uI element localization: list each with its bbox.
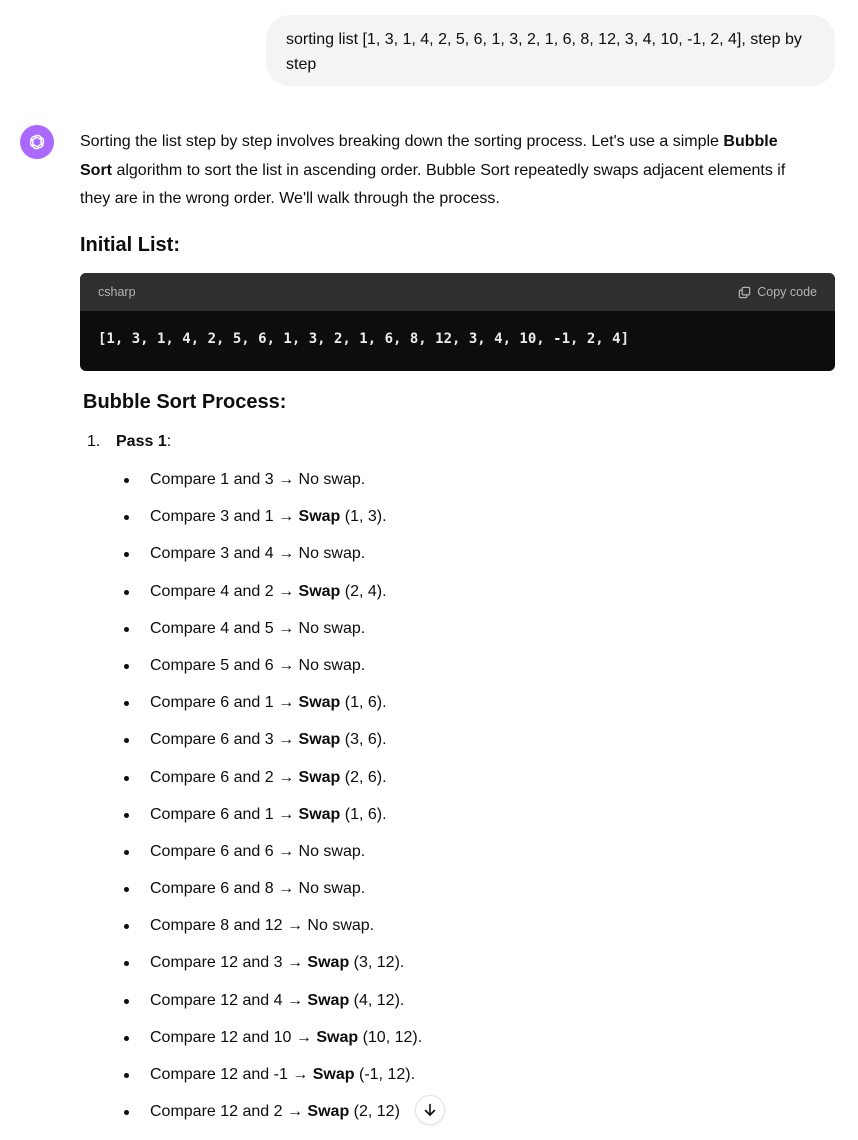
code-block-header — [80, 273, 835, 311]
step-swap-label: Swap — [316, 1028, 359, 1046]
bullet-icon — [124, 813, 129, 818]
step-list-item — [80, 647, 422, 684]
pass-label: Pass 1 — [116, 433, 167, 450]
step-result-text: (1, 6). — [340, 694, 387, 712]
step-result-text: No swap. — [298, 619, 366, 637]
step-swap-label: Swap — [298, 768, 341, 786]
pass-steps-list — [80, 461, 422, 1130]
user-message-bubble — [266, 15, 835, 86]
scroll-to-bottom-button[interactable] — [415, 1095, 445, 1125]
copy-code-label: Copy code — [757, 285, 817, 299]
step-result-text: (2, 4). — [340, 582, 387, 600]
step-compare-text: Compare 12 and -1 → — [150, 1066, 313, 1083]
bubble-sort-process-heading: Bubble Sort Process: — [83, 391, 287, 413]
step-list-item — [80, 982, 422, 1019]
bullet-icon — [124, 1073, 129, 1078]
step-result-text: No swap. — [298, 880, 366, 898]
step-result-text: (3, 12). — [349, 954, 405, 972]
bullet-icon — [124, 701, 129, 706]
bullet-icon — [124, 776, 129, 781]
step-list-item — [80, 796, 422, 833]
step-swap-label: Swap — [298, 508, 341, 526]
step-list-item — [80, 498, 422, 535]
step-swap-label: Swap — [298, 582, 341, 600]
step-compare-text: Compare 12 and 10 → — [150, 1028, 317, 1046]
step-compare-text: Compare 1 and 3 → — [150, 471, 299, 488]
bullet-icon — [124, 887, 129, 892]
bullet-icon — [124, 850, 129, 855]
pass-suffix: : — [166, 433, 172, 450]
bullet-icon — [124, 999, 129, 1004]
step-list-item — [80, 721, 422, 758]
step-swap-label: Swap — [307, 991, 350, 1009]
bullet-icon — [124, 1036, 129, 1041]
step-result-text: (1, 6). — [340, 805, 387, 823]
step-result-text: (2, 12) — [349, 1103, 400, 1121]
step-swap-label: Swap — [312, 1066, 355, 1083]
step-compare-text: Compare 6 and 1 → — [150, 805, 299, 823]
step-list-item — [80, 1093, 422, 1130]
step-result-text: (3, 6). — [340, 731, 387, 749]
step-compare-text: Compare 5 and 6 → — [150, 656, 299, 674]
bullet-icon — [124, 590, 129, 595]
pass-list-item — [87, 433, 171, 451]
step-swap-label: Swap — [298, 694, 341, 712]
pass-number: 1. — [87, 433, 101, 450]
step-result-text: No swap. — [298, 545, 366, 563]
step-result-text: No swap. — [298, 656, 366, 674]
step-compare-text: Compare 6 and 3 → — [150, 731, 299, 749]
step-list-item — [80, 684, 422, 721]
initial-list-heading: Initial List: — [80, 234, 180, 256]
step-list-item — [80, 944, 422, 981]
step-compare-text: Compare 4 and 2 → — [150, 582, 299, 600]
step-result-text: No swap. — [307, 917, 375, 935]
step-result-text: (10, 12). — [358, 1028, 423, 1046]
code-language-label: csharp — [98, 285, 136, 299]
step-list-item — [80, 833, 422, 870]
intro-bold-text: Bubble Sort — [80, 133, 778, 179]
step-compare-text: Compare 6 and 8 → — [150, 880, 299, 898]
bullet-icon — [124, 515, 129, 520]
intro-paragraph — [80, 128, 800, 214]
step-result-text: (2, 6). — [340, 768, 387, 786]
step-result-text: (4, 12). — [349, 991, 405, 1009]
step-list-item — [80, 535, 422, 572]
step-compare-text: Compare 6 and 2 → — [150, 768, 299, 786]
step-list-item — [80, 1019, 422, 1056]
code-block — [80, 273, 835, 371]
step-swap-label: Swap — [307, 954, 350, 972]
bullet-icon — [124, 738, 129, 743]
step-list-item — [80, 610, 422, 647]
step-compare-text: Compare 6 and 1 → — [150, 694, 299, 712]
bullet-icon — [124, 478, 129, 483]
step-result-text: (-1, 12). — [354, 1066, 416, 1083]
step-list-item — [80, 870, 422, 907]
step-result-text: (1, 3). — [340, 508, 387, 526]
step-swap-label: Swap — [298, 731, 341, 749]
bullet-icon — [124, 552, 129, 557]
bullet-icon — [124, 627, 129, 632]
step-result-text: No swap. — [298, 471, 366, 488]
user-message-text: sorting list [1, 3, 1, 4, 2, 5, 6, 1, 3, 2, 1, 6, 8, 12, 3, 4, 10, -1, 2, 4], step by step — [286, 31, 802, 73]
bullet-icon — [124, 1110, 129, 1115]
step-result-text: No swap. — [298, 842, 366, 860]
step-list-item — [80, 907, 422, 944]
step-swap-label: Swap — [298, 805, 341, 823]
step-compare-text: Compare 4 and 5 → — [150, 619, 299, 637]
arrow-down-icon — [422, 1102, 438, 1118]
copy-code-button[interactable] — [737, 285, 817, 300]
intro-text: Sorting the list step by step involves breaking down the sorting process. Let's use a simple — [80, 133, 724, 150]
openai-logo-icon — [20, 125, 54, 159]
step-compare-text: Compare 3 and 1 → — [150, 508, 299, 526]
step-compare-text: Compare 6 and 6 → — [150, 842, 299, 860]
assistant-response — [80, 128, 836, 1121]
copy-icon — [737, 285, 752, 300]
code-content: [1, 3, 1, 4, 2, 5, 6, 1, 3, 2, 1, 6, 8, 12, 3, 4, 10, -1, 2, 4] — [98, 331, 630, 347]
step-list-item — [80, 573, 422, 610]
step-compare-text: Compare 12 and 2 → — [150, 1103, 308, 1121]
step-compare-text: Compare 8 and 12 → — [150, 917, 308, 935]
intro-text-continued: algorithm to sort the list in ascending order. Bubble Sort repeatedly swaps adjacent elements if they are in the wrong order. We'll walk through the process. — [80, 161, 786, 207]
step-compare-text: Compare 3 and 4 → — [150, 545, 299, 563]
step-list-item — [80, 759, 422, 796]
bullet-icon — [124, 924, 129, 929]
bullet-icon — [124, 664, 129, 669]
bullet-icon — [124, 961, 129, 966]
step-compare-text: Compare 12 and 3 → — [150, 954, 308, 972]
step-compare-text: Compare 12 and 4 → — [150, 991, 308, 1009]
step-list-item — [80, 461, 422, 498]
step-swap-label: Swap — [307, 1103, 350, 1121]
step-list-item — [80, 1056, 422, 1093]
